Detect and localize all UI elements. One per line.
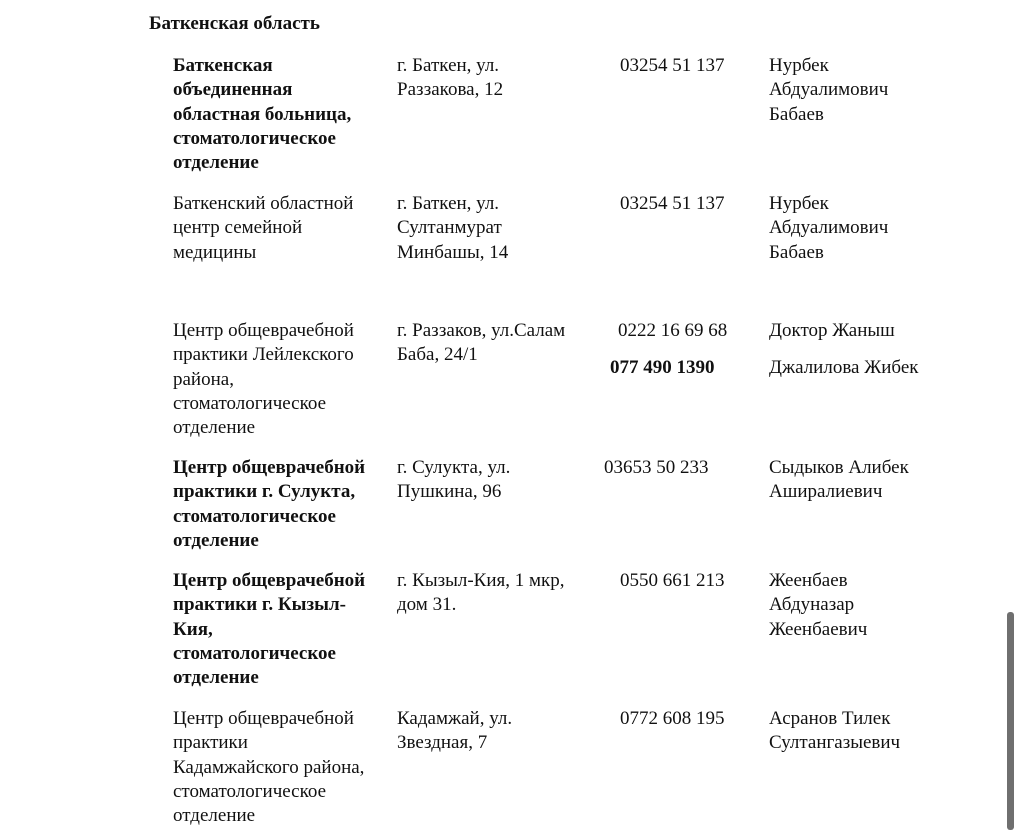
name-line: областная больница,	[173, 103, 352, 125]
name-line: отделение	[173, 152, 259, 174]
name-line: отделение	[173, 667, 259, 689]
institution-name	[173, 569, 388, 690]
phone	[620, 54, 770, 78]
name-line: стоматологическое	[173, 392, 327, 414]
name-line: практики	[173, 732, 248, 754]
address-line: г. Баткен, ул.	[397, 55, 500, 76]
institution-name	[173, 456, 388, 553]
person-line: Сыдыков Алибек	[769, 457, 909, 478]
phone-number-secondary: 077 490 1390	[610, 357, 715, 378]
phone-number: 03653 50 233	[604, 457, 709, 478]
address	[397, 54, 597, 103]
address-line: дом 31.	[397, 594, 457, 616]
name-line: Кия,	[173, 618, 213, 640]
scrollbar-thumb[interactable]	[1007, 612, 1014, 830]
name-line: практики г. Сулукта,	[173, 481, 356, 503]
person-line: Абдуназар	[769, 594, 855, 616]
phone-number: 0550 661 213	[620, 570, 725, 591]
person-line: Султангазыевич	[769, 732, 901, 754]
name-line: центр семейной	[173, 217, 303, 239]
person-line: Абдуалимович	[769, 217, 889, 239]
name-line: отделение	[173, 805, 256, 827]
name-line: Кадамжайского района,	[173, 756, 365, 778]
person-line: Аширалиевич	[769, 481, 883, 503]
contact-person	[769, 569, 959, 642]
phone-number: 03254 51 137	[620, 55, 725, 76]
person-line: Бабаев	[769, 103, 824, 125]
address-line: Звездная, 7	[397, 732, 488, 754]
institution-name	[173, 54, 388, 175]
address-line: Султанмурат	[397, 217, 502, 239]
contact-person	[769, 192, 959, 265]
name-line: объединенная	[173, 79, 293, 101]
contact-person	[769, 54, 959, 127]
address-line: г. Сулукта, ул.	[397, 457, 511, 478]
name-line: стоматологическое	[173, 505, 336, 527]
address-line: Пушкина, 96	[397, 481, 502, 503]
person-line: Нурбек	[769, 193, 829, 214]
address	[397, 192, 597, 265]
address	[397, 569, 597, 618]
name-line: практики г. Кызыл-	[173, 594, 346, 616]
name-line: Центр общеврачебной	[173, 457, 366, 478]
name-line: Баткенская	[173, 55, 273, 76]
name-line: стоматологическое	[173, 127, 336, 149]
person-line: Жеенбаевич	[769, 618, 868, 640]
name-line: стоматологическое	[173, 642, 336, 664]
address	[397, 456, 597, 505]
contact-person-secondary	[769, 356, 959, 380]
phone	[620, 707, 770, 731]
contact-person	[769, 707, 959, 756]
person-line: Жеенбаев	[769, 570, 848, 591]
person-line: Абдуалимович	[769, 79, 889, 101]
name-line: отделение	[173, 417, 256, 439]
address-line: г. Раззаков, ул.Салам	[397, 320, 566, 341]
name-line: района,	[173, 368, 234, 390]
institution-name	[173, 319, 388, 440]
phone	[618, 319, 768, 343]
institution-name	[173, 707, 388, 828]
phone	[620, 192, 770, 216]
name-line: Центр общеврачебной	[173, 320, 354, 341]
name-line: медицины	[173, 241, 257, 263]
phone	[620, 569, 770, 593]
person-line: Нурбек	[769, 55, 829, 76]
address-line: Раззакова, 12	[397, 79, 504, 101]
person-line: Джалилова Жибек	[769, 357, 919, 378]
person-line: Доктор Жаныш	[769, 320, 895, 341]
name-line: отделение	[173, 529, 259, 551]
phone-number: 0772 608 195	[620, 708, 725, 729]
name-line: Центр общеврачебной	[173, 570, 366, 591]
address-line: Баба, 24/1	[397, 344, 478, 366]
phone-number: 03254 51 137	[620, 193, 725, 214]
address	[397, 707, 597, 756]
name-line: стоматологическое	[173, 780, 327, 802]
mobile-phone	[610, 356, 760, 380]
name-line: Центр общеврачебной	[173, 708, 354, 729]
name-line: Баткенский областной	[173, 193, 354, 214]
address-line: г. Баткен, ул.	[397, 193, 500, 214]
phone-number: 0222 16 69 68	[618, 320, 728, 341]
person-line: Асранов Тилек	[769, 708, 891, 729]
region-heading: Баткенская область	[149, 13, 320, 34]
contact-person	[769, 319, 959, 343]
address-line: Кадамжай, ул.	[397, 708, 513, 729]
phone	[604, 456, 754, 480]
address-line: г. Кызыл-Кия, 1 мкр,	[397, 570, 565, 591]
person-line: Бабаев	[769, 241, 824, 263]
contact-person	[769, 456, 959, 505]
address-line: Минбашы, 14	[397, 241, 509, 263]
institution-name	[173, 192, 388, 265]
name-line: практики Лейлекского	[173, 344, 354, 366]
address	[397, 319, 597, 368]
